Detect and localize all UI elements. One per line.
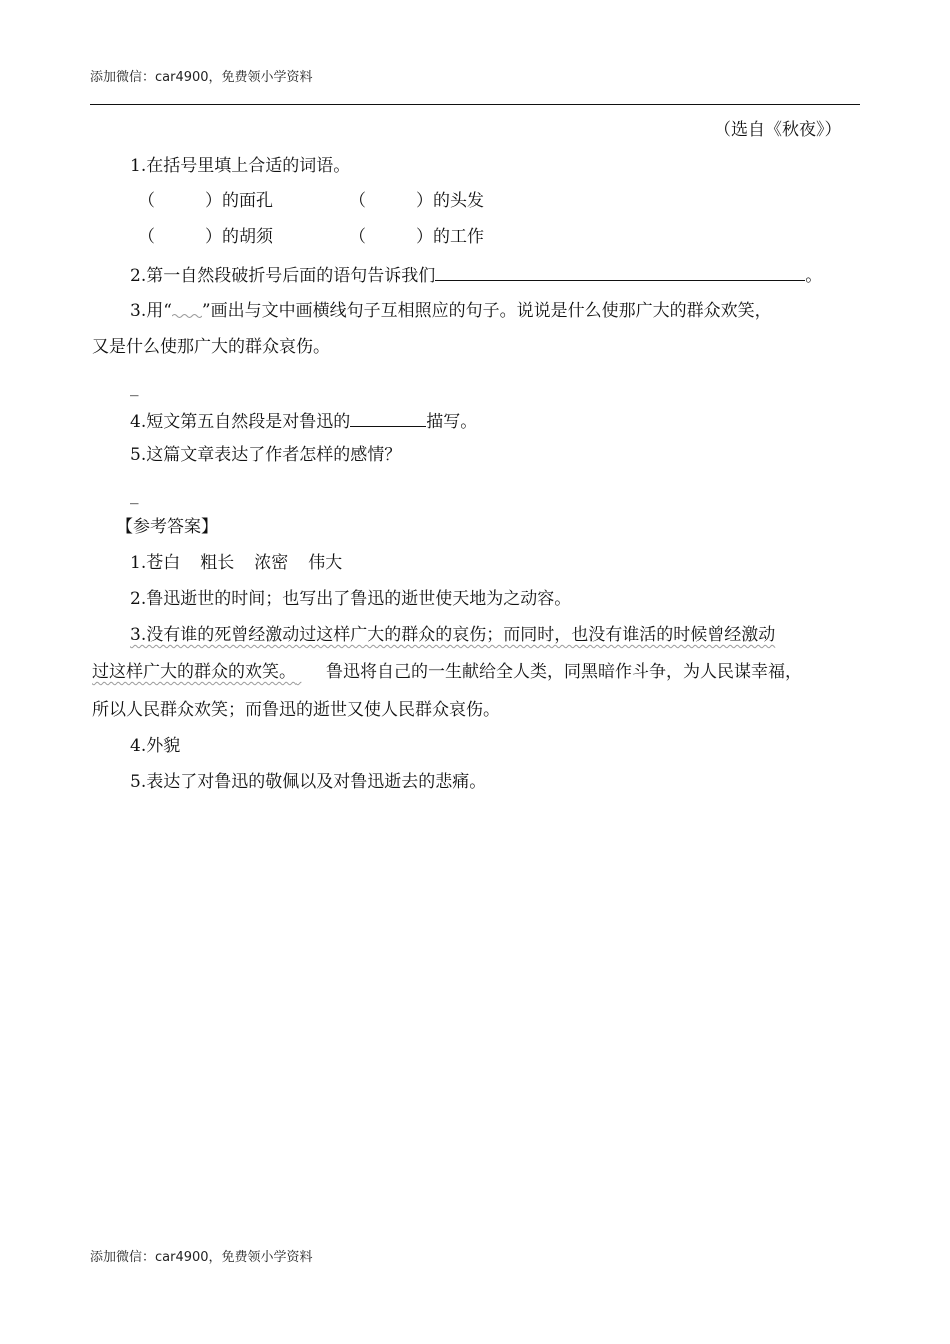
open-paren: （ <box>349 227 366 247</box>
answer-3-rest: 鲁迅将自己的一生献给全人类，同黑暗作斗争，为人民谋幸福， <box>326 662 802 682</box>
answer-3-line-3: 所以人民群众欢笑；而鲁迅的逝世又使人民群众哀伤。 <box>92 700 500 720</box>
close-paren: ） <box>416 191 433 211</box>
q1-blank-3 <box>138 226 273 248</box>
wavy-line-icon <box>172 298 202 316</box>
q5-answer-mark: _ <box>130 485 139 505</box>
q4-answer-blank <box>350 408 426 427</box>
answer-3-line-1 <box>130 624 775 646</box>
source-citation: （选自《秋夜》） <box>714 120 842 140</box>
answer-1-word: 伟大 <box>308 553 343 573</box>
q3-answer-mark: _ <box>130 377 139 397</box>
q2-prefix: 2.第一自然段破折号后面的语句告诉我们 <box>130 266 436 286</box>
q3-post: ”画出与文中画横线句子互相照应的句子。说说是什么使那广大的群众欢笑， <box>201 301 772 321</box>
q1-item-label: 的胡须 <box>222 227 273 247</box>
q1-blank-1 <box>138 190 273 212</box>
q1-item-label: 的面孔 <box>222 191 273 211</box>
header-rule <box>90 104 860 105</box>
question-3-line-1 <box>130 298 772 322</box>
wavy-tail <box>296 661 318 683</box>
q1-item-label: 的工作 <box>433 227 484 247</box>
answer-1 <box>130 552 342 574</box>
answer-3-wavy-text: 3.没有谁的死曾经激动过这样广大的群众的哀伤；而同时，也没有谁活的时候曾经激动 <box>130 625 776 645</box>
q2-answer-blank <box>435 262 805 281</box>
q3-pre: 3.用“ <box>130 301 172 321</box>
question-4 <box>130 408 477 433</box>
header-promo-text: 添加微信：car4900，免费领小学资料 <box>90 70 313 85</box>
footer-promo-text: 添加微信：car4900，免费领小学资料 <box>90 1250 313 1265</box>
answer-1-word: 1.苍白 <box>130 553 181 573</box>
question-3-line-2: 又是什么使那广大的群众哀伤。 <box>92 337 330 357</box>
q4-prefix: 4.短文第五自然段是对鲁迅的 <box>130 412 351 432</box>
q1-blank-2 <box>349 190 484 212</box>
close-paren: ） <box>205 191 222 211</box>
answer-2: 2.鲁迅逝世的时间；也写出了鲁迅的逝世使天地为之动容。 <box>130 589 572 609</box>
question-1-stem: 1.在括号里填上合适的词语。 <box>130 156 351 176</box>
answer-3-line-2 <box>92 661 802 683</box>
open-paren: （ <box>349 191 366 211</box>
q2-suffix: 。 <box>805 266 823 286</box>
answer-1-word: 粗长 <box>200 553 235 573</box>
close-paren: ） <box>205 227 222 247</box>
answer-4: 4.外貌 <box>130 736 181 756</box>
q1-item-label: 的头发 <box>433 191 484 211</box>
question-2 <box>130 262 822 287</box>
close-paren: ） <box>416 227 433 247</box>
open-paren: （ <box>138 191 155 211</box>
answers-heading: 【参考答案】 <box>116 517 218 537</box>
question-5: 5.这篇文章表达了作者怎样的感情？ <box>130 445 402 465</box>
q1-blank-4 <box>349 226 484 248</box>
open-paren: （ <box>138 227 155 247</box>
answer-5: 5.表达了对鲁迅的敬佩以及对鲁迅逝去的悲痛。 <box>130 772 487 792</box>
answer-1-word: 浓密 <box>254 553 289 573</box>
q4-suffix: 描写。 <box>426 412 478 432</box>
answer-3-wavy-text: 过这样广大的群众的欢笑。 <box>92 662 296 682</box>
